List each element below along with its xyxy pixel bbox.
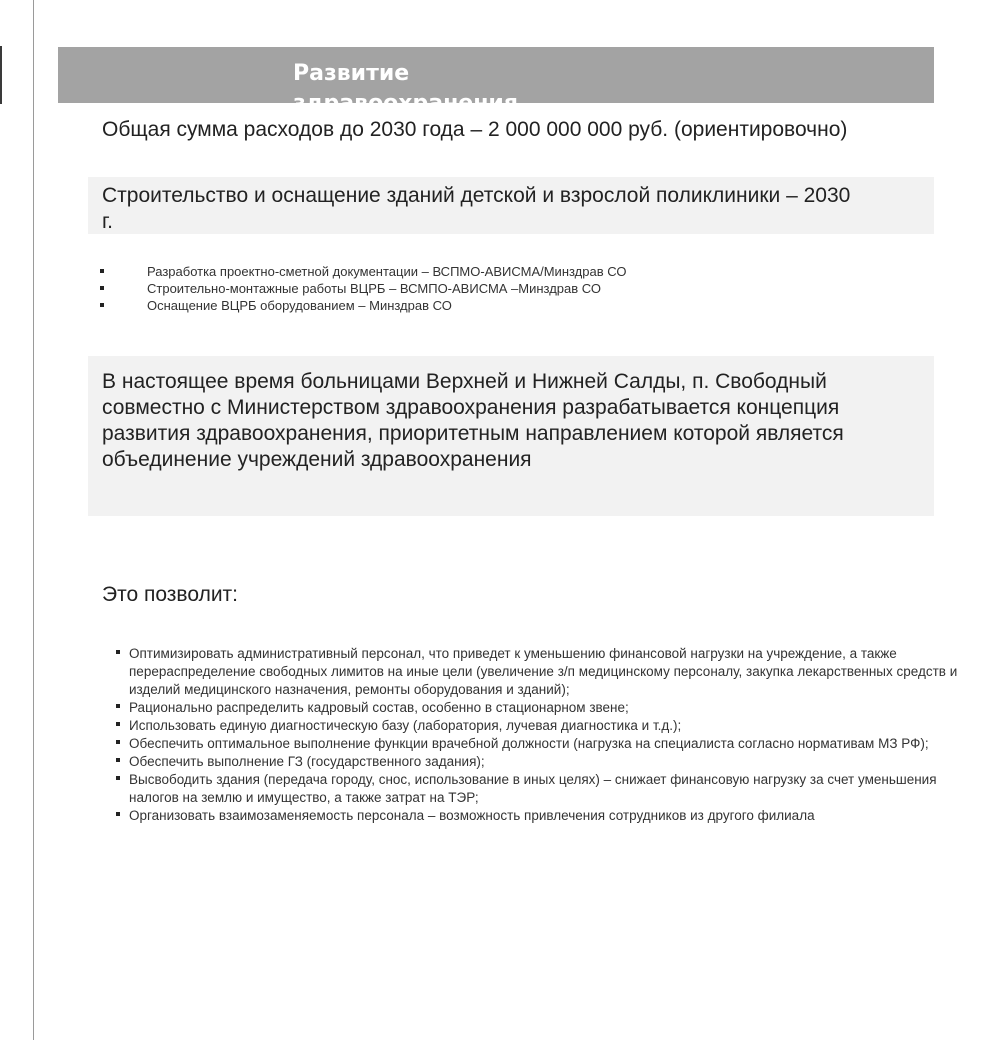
benefits-list — [129, 645, 979, 825]
slide-title: Развитие здравоохранения — [293, 61, 518, 116]
list-item: Оптимизировать административный персонал, что приведет к уменьшению финансовой нагрузки на учреждение, а также перераспределение свободных лимитов на иные цели (увеличение з/п медицинскому персоналу, закупка лекарственных средств и изделий медицинского назначения, ремонты оборудования и зданий); — [129, 645, 979, 699]
list-item: Рационально распределить кадровый состав, особенно в стационарном звене; — [129, 699, 979, 717]
construction-list — [128, 263, 908, 314]
list-item: Использовать единую диагностическую базу (лаборатория, лучевая диагностика и т.д.); — [129, 717, 979, 735]
concept-text: В настоящее время больницами Верхней и Нижней Салды, п. Свободный совместно с Министерством здравоохранения разрабатывается концепция развития здравоохранения, приоритетным направлением которой является объединение учреждений здравоохранения — [102, 370, 844, 471]
construction-heading: Строительство и оснащение зданий детской и взрослой поликлиники – 2030 г. — [102, 184, 851, 233]
list-item: Обеспечить оптимальное выполнение функции врачебной должности (нагрузка на специалиста согласно нормативам МЗ РФ); — [129, 735, 979, 753]
list-item: Разработка проектно-сметной документации – ВСПМО-АВИСМА/Минздрав СО — [128, 263, 908, 280]
list-item: Строительно-монтажные работы ВЦРБ – ВСМПО-АВИСМА –Минздрав СО — [128, 280, 908, 297]
allows-heading: Это позволит: — [102, 583, 239, 606]
title-banner — [58, 47, 934, 116]
list-item: Обеспечить выполнение ГЗ (государственного задания); — [129, 753, 979, 771]
construction-box — [88, 177, 934, 234]
total-expense-text: Общая сумма расходов до 2030 года – 2 000 000 000 руб. (ориентировочно) — [102, 118, 848, 141]
list-item: Высвободить здания (передача городу, снос, использование в иных целях) – снижает финансовую нагрузку за счет уменьшения налогов на землю и имущество, а также затрат на ТЭР; — [129, 771, 979, 807]
left-edge-marker — [0, 46, 2, 104]
left-margin-rule — [33, 0, 34, 1040]
list-item: Оснащение ВЦРБ оборудованием – Минздрав СО — [128, 297, 908, 314]
concept-box — [88, 356, 934, 516]
list-item: Организовать взаимозаменяемость персонала – возможность привлечения сотрудников из другого филиала — [129, 807, 979, 825]
